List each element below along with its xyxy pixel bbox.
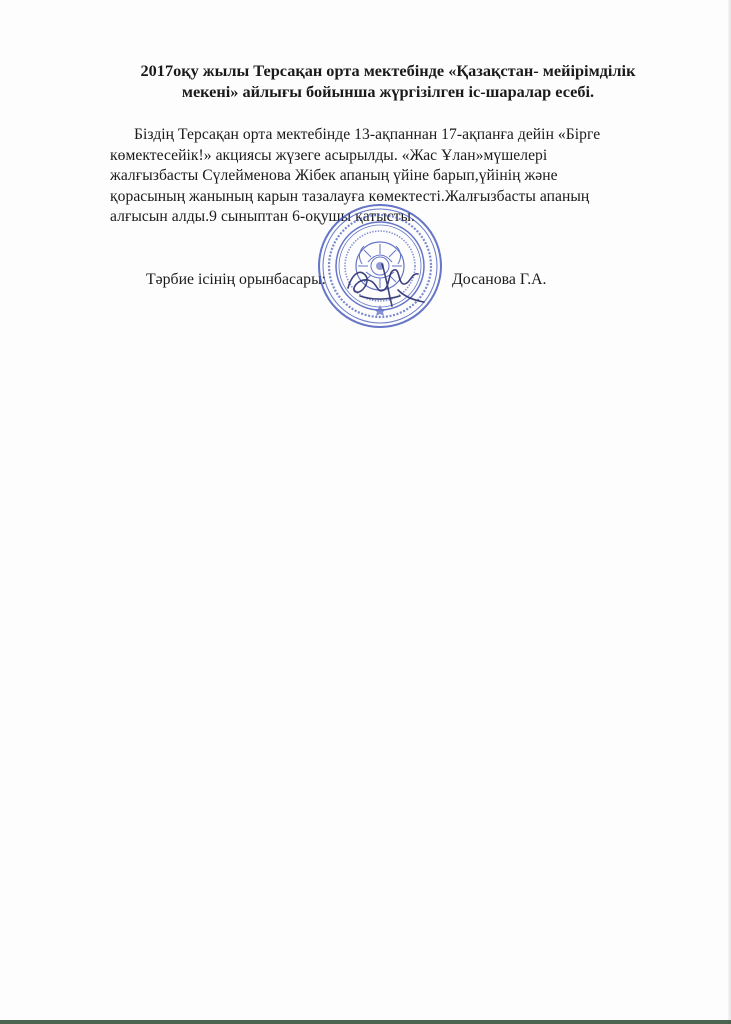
handwritten-signature-icon [338,250,434,312]
report-body: Біздің Терсақан орта мектебінде 13-ақпаннан 17-ақпанға дейін «Бірге көмектесейік!» акциясы жүзеге асырылды. «Жас Ұлан»мүшелері жалғызбасты Сүлейменова Жібек апаның үйіне барып,үйінің және қорасының жанының карын тазалауға көмектесті.Жалғызбасты апаның алғысын алды.9 сыныптан 6-оқушы қатысты. [110,126,601,225]
signature-role: Тәрбие ісінің орынбасары: [146,271,327,288]
signature-name: Досанова Г.А. [452,271,547,288]
document-title: 2017оқу жылы Терсақан орта мектебінде «Қазақстан- мейірімділік мекені» айлығы бойынша жүргізілген іс-шаралар есебі. [140,61,636,101]
scan-bottom-border [0,1020,731,1024]
